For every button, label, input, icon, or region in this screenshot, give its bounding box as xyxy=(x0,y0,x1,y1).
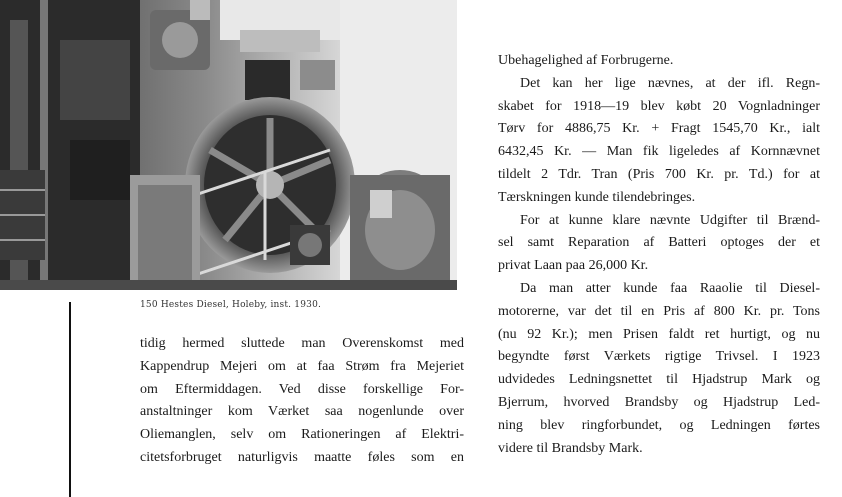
right-text-column xyxy=(498,50,820,460)
text-line: Oliemanglen, selv om Rationeringen af Elektri- xyxy=(140,427,464,443)
text-line: motorerne, var det til en Pris af 800 Kr. pr. Tons xyxy=(498,303,820,319)
text-line: om Eftermiddagen. Ved disse forskellige For- xyxy=(140,381,464,397)
text-line: Ubehagelighed af Forbrugerne. xyxy=(498,53,674,68)
paragraph xyxy=(498,210,820,278)
text-line: tildelt 2 Tdr. Tran (Pris 700 Kr. pr. Td.) for at xyxy=(498,166,820,182)
text-line: udvidedes Ledningsnettet til Hjadstrup Mark og xyxy=(498,372,820,388)
text-line: Bjerrum, hvorved Brandsby og Hjadstrup Led- xyxy=(498,394,820,410)
text-line: anstaltninger kom Værket saa nogenlunde over xyxy=(140,404,464,420)
margin-rule xyxy=(69,302,71,497)
diesel-engine-illustration xyxy=(0,0,457,290)
text-line: tidig hermed sluttede man Overenskomst med xyxy=(140,336,464,351)
left-paragraph xyxy=(140,333,464,470)
photo-caption-text: 150 Hestes Diesel, Holeby, inst. 1930. xyxy=(140,300,322,310)
text-line: ning blev ringforbundet, og Ledningen førtes xyxy=(498,417,820,433)
text-line: privat Laan paa 26,000 Kr. xyxy=(498,258,649,274)
text-line: Tørv for 4886,75 Kr. + Fragt 1545,70 Kr., ialt xyxy=(498,121,820,137)
text-line: 6432,45 Kr. — Man fik ligeledes af Kornnævnet xyxy=(498,144,820,160)
paragraph xyxy=(498,50,820,73)
text-line: For at kunne klare nævnte Udgifter til Brænd- xyxy=(520,212,820,228)
text-line: videre til Brandsby Mark. xyxy=(498,440,643,456)
paragraph xyxy=(498,278,820,460)
text-line: (nu 92 Kr.); men Prisen faldt ret hurtigt, og nu xyxy=(498,326,820,342)
text-line: Tærskningen kunde tilendebringes. xyxy=(498,189,696,205)
paragraph xyxy=(498,73,820,210)
photo-caption xyxy=(140,300,460,310)
text-line: begyndte først Værkets rigtige Trivsel. I 1923 xyxy=(498,349,820,365)
diesel-engine-photo xyxy=(0,0,457,290)
text-line: Da man atter kunde faa Raaolie til Diesel- xyxy=(520,280,820,296)
left-text-column xyxy=(140,333,464,470)
text-line: citetsforbruget naturligvis maatte føles som en xyxy=(140,449,464,465)
text-line: sel samt Reparation af Batteri optoges der et xyxy=(498,235,820,251)
text-line: Det kan her lige nævnes, at der ifl. Regn- xyxy=(520,75,820,91)
text-line: Kappendrup Mejeri om at faa Strøm fra Mejeriet xyxy=(140,358,464,374)
text-line: skabet for 1918—19 blev købt 20 Vognladninger xyxy=(498,98,820,114)
